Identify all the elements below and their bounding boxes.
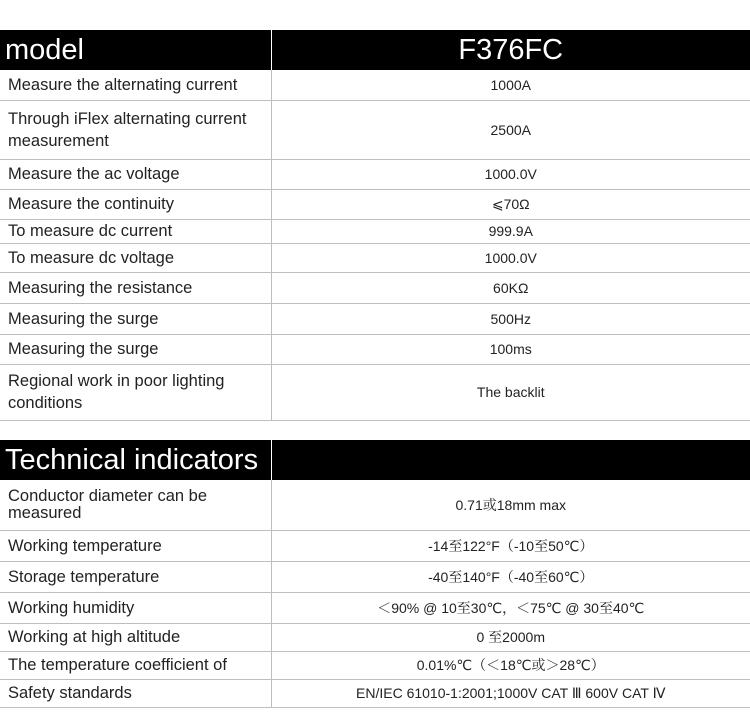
section-title: Technical indicators [0,440,271,480]
row-value: ＜90% @ 10至30℃，＜75℃ @ 30至40℃ [271,592,750,623]
row-value: 0.01%℃（＜18℃或＞28℃） [271,651,750,679]
spec-table-header [0,30,750,70]
table-row [0,651,750,679]
table-row [0,303,750,334]
row-label: Measure the alternating current [0,70,271,100]
row-label: Measuring the surge [0,303,271,334]
row-value: 1000.0V [271,243,750,272]
table-row [0,219,750,243]
row-label: Measure the continuity [0,189,271,219]
spec-table [0,30,750,421]
technical-indicators-header [0,440,750,480]
table-row [0,70,750,100]
header-value [271,440,750,480]
row-value: 0 至2000m [271,623,750,651]
row-label: Storage temperature [0,561,271,592]
table-row [0,623,750,651]
row-label: Regional work in poor lighting conditions [0,364,271,420]
row-label: Working temperature [0,530,271,561]
row-label: To measure dc voltage [0,243,271,272]
row-label: Safety standards [0,679,271,707]
row-value: -14至122°F（-10至50℃） [271,530,750,561]
table-row [0,530,750,561]
row-value: -40至140°F（-40至60℃） [271,561,750,592]
table-row [0,364,750,420]
header-model-value: F376FC [271,30,750,70]
technical-indicators-table [0,440,750,708]
row-label: Working humidity [0,592,271,623]
table-row [0,679,750,707]
table-row [0,243,750,272]
row-label: Working at high altitude [0,623,271,651]
row-label: Measuring the resistance [0,272,271,303]
row-value: 500Hz [271,303,750,334]
table-row [0,272,750,303]
row-label: Through iFlex alternating current measurement [0,100,271,159]
table-row [0,100,750,159]
row-value: 2500A [271,100,750,159]
table-row [0,480,750,530]
row-value: 999.9A [271,219,750,243]
row-label: The temperature coefficient of [0,651,271,679]
row-value: 1000.0V [271,159,750,189]
table-row [0,561,750,592]
row-value: 60KΩ [271,272,750,303]
row-value: 1000A [271,70,750,100]
table-row [0,334,750,364]
row-value: ⩽70Ω [271,189,750,219]
row-value: The backlit [271,364,750,420]
row-label: Conductor diameter can be measured [0,480,271,530]
table-row [0,592,750,623]
table-row [0,189,750,219]
header-label: model [0,30,271,70]
row-value: EN/IEC 61010-1:2001;1000V CAT Ⅲ 600V CAT Ⅳ [271,679,750,707]
row-label: Measuring the surge [0,334,271,364]
table-row [0,159,750,189]
row-value: 0.71或18mm max [271,480,750,530]
row-value: 100ms [271,334,750,364]
row-label: Measure the ac voltage [0,159,271,189]
row-label: To measure dc current [0,219,271,243]
